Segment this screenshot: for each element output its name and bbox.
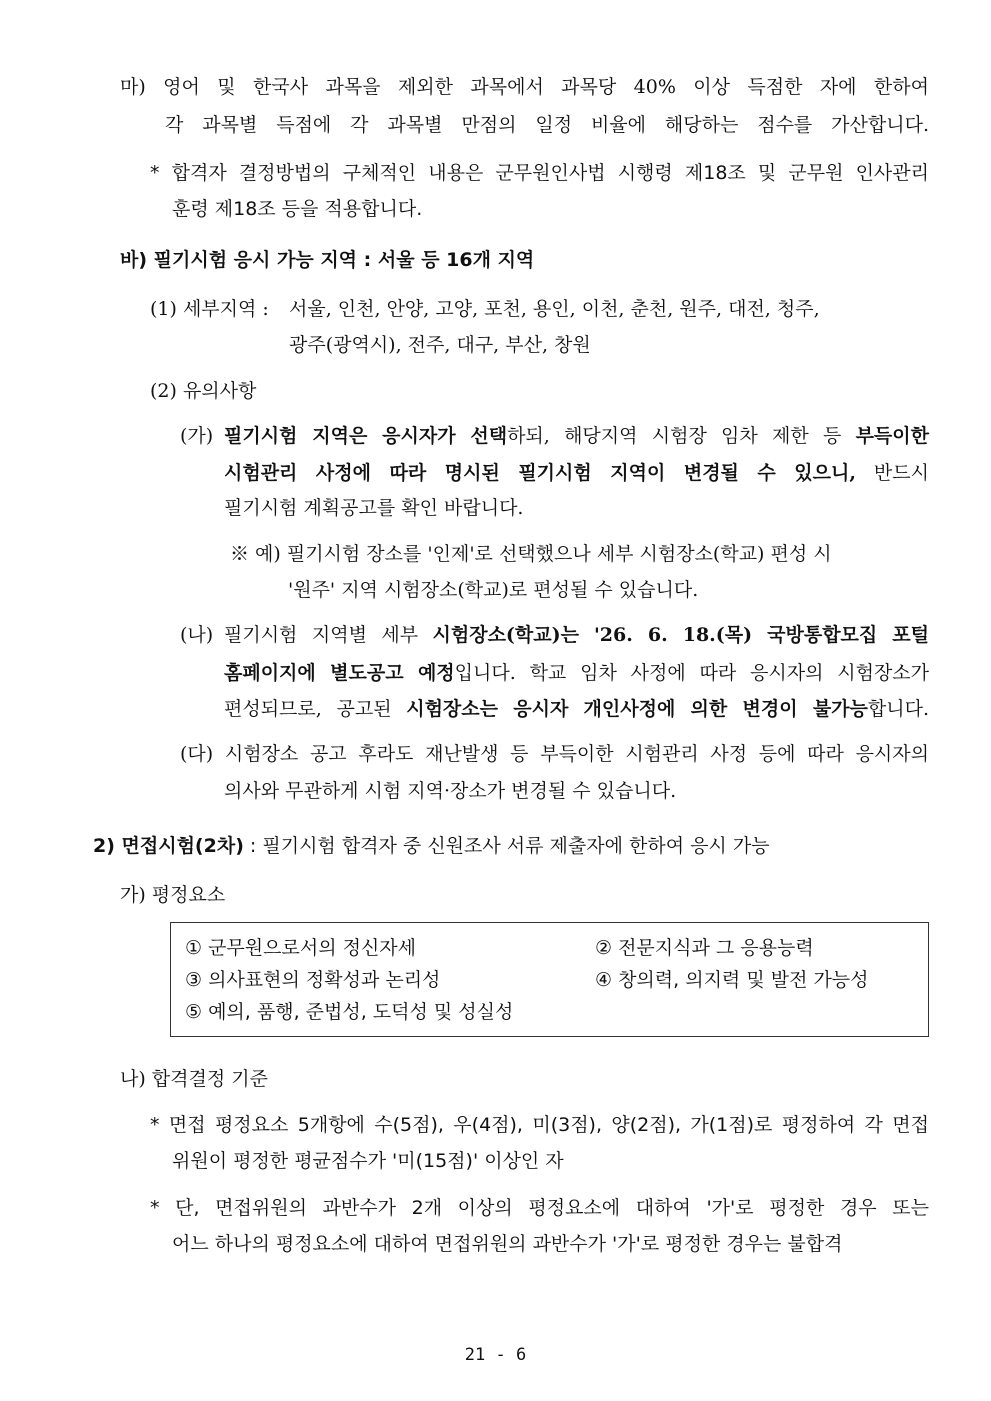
ga-line-2: [224, 460, 929, 486]
ba-heading: 바) 필기시험 응시 가능 지역 : 서울 등 16개 지역: [120, 249, 535, 271]
ga-example-line-2: '원주' 지역 시험장소(학교)로 편성될 수 있습니다.: [288, 579, 699, 601]
na-line-1: [224, 622, 929, 648]
na-line-3: [224, 696, 929, 722]
ga-line-1: [224, 423, 929, 449]
pass-note-1-line-2: 위원이 평정한 평균점수가 '미(15점)' 이상인 자: [172, 1150, 564, 1172]
na-bold-1: 시험장소(학교)는 '26. 6. 18.(목) 국방통합모집 포털: [432, 624, 929, 646]
criteria-item-2: ② 전문지식과 그 응용능력: [595, 937, 814, 959]
criteria-item-4: ④ 창의력, 의지력 및 발전 가능성: [595, 969, 869, 991]
criteria-item-3: ③ 의사표현의 정확성과 논리성: [185, 969, 441, 991]
notice-label: (2) 유의사항: [150, 380, 257, 402]
region-list-line-1: 서울, 인천, 안양, 고양, 포천, 용인, 이천, 춘천, 원주, 대전, 청주,: [289, 298, 820, 320]
na-text-1: 필기시험 지역별 세부: [224, 624, 433, 646]
ma-line-1: 마) 영어 및 한국사 과목을 제외한 과목에서 과목당 40% 이상 득점한 자에 한하여: [120, 76, 929, 98]
ma-note-line-1: * 합격자 결정방법의 구체적인 내용은 군무원인사법 시행령 제18조 및 군무원 인사관리: [150, 162, 929, 184]
ga-text-2: 반드시: [855, 462, 929, 484]
na-text-2: 입니다. 학교 임차 사정에 따라 응시자의 시험장소가: [454, 662, 930, 684]
na-line-2: [224, 660, 929, 686]
interview-heading: [93, 833, 770, 859]
na-prefix: (나): [180, 624, 214, 646]
ga-line-3: 필기시험 계획공고를 확인 바랍니다.: [224, 497, 524, 519]
da-line-2: 의사와 무관하게 시험 지역·장소가 변경될 수 있습니다.: [224, 780, 677, 802]
da-line-1: (다) 시험장소 공고 후라도 재난발생 등 부득이한 시험관리 사정 등에 따라 응시자의: [180, 743, 929, 765]
ga-text-1: 하되, 해당지역 시험장 임차 제한 등: [507, 425, 856, 447]
ga-example-line-1: ※ 예) 필기시험 장소를 '인제'로 선택했으나 세부 시험장소(학교) 편성 시: [230, 543, 832, 565]
page-number: 21 - 6: [464, 1345, 527, 1365]
criteria-item-1: ① 군무원으로서의 정신자세: [185, 937, 417, 959]
ma-note-line-2: 훈령 제18조 등을 적용합니다.: [172, 198, 423, 220]
region-label: (1) 세부지역 :: [150, 298, 269, 320]
pass-note-2-line-1: * 단, 면접위원의 과반수가 2개 이상의 평정요소에 대하여 '가'로 평정한 경우 또는: [150, 1197, 929, 1219]
ga-prefix: (가): [180, 425, 214, 447]
ga-bold-2: 부득이한: [855, 425, 929, 447]
region-list-line-2: 광주(광역시), 전주, 대구, 부산, 창원: [289, 334, 591, 356]
interview-heading-text: : 필기시험 합격자 중 신원조사 서류 제출자에 한하여 응시 가능: [243, 835, 770, 857]
na-text-4: 합니다.: [867, 698, 929, 720]
na-text-3: 편성되므로, 공고된: [224, 698, 407, 720]
ma-line-2: 각 과목별 득점에 각 과목별 만점의 일정 비율에 해당하는 점수를 가산합니다.: [165, 114, 929, 136]
criteria-heading: 가) 평정요소: [120, 884, 226, 906]
na-bold-3: 시험장소는 응시자 개인사정에 의한 변경이 불가능: [406, 698, 868, 720]
ga-bold-1: 필기시험 지역은 응시자가 선택: [224, 425, 508, 447]
pass-note-2-line-2: 어느 하나의 평정요소에 대하여 면접위원의 과반수가 '가'로 평정한 경우는 불합격: [172, 1233, 843, 1255]
criteria-item-5: ⑤ 예의, 품행, 준법성, 도덕성 및 성실성: [185, 1001, 514, 1023]
pass-criteria-heading: 나) 합격결정 기준: [120, 1068, 268, 1090]
interview-heading-bold: 2) 면접시험(2차): [93, 835, 244, 857]
na-bold-2: 홈페이지에 별도공고 예정: [224, 662, 455, 684]
ga-bold-3: 시험관리 사정에 따라 명시된 필기시험 지역이 변경될 수 있으니,: [224, 462, 856, 484]
pass-note-1-line-1: * 면접 평정요소 5개항에 수(5점), 우(4점), 미(3점), 양(2점), 가(1점)로 평정하여 각 면접: [150, 1114, 929, 1136]
